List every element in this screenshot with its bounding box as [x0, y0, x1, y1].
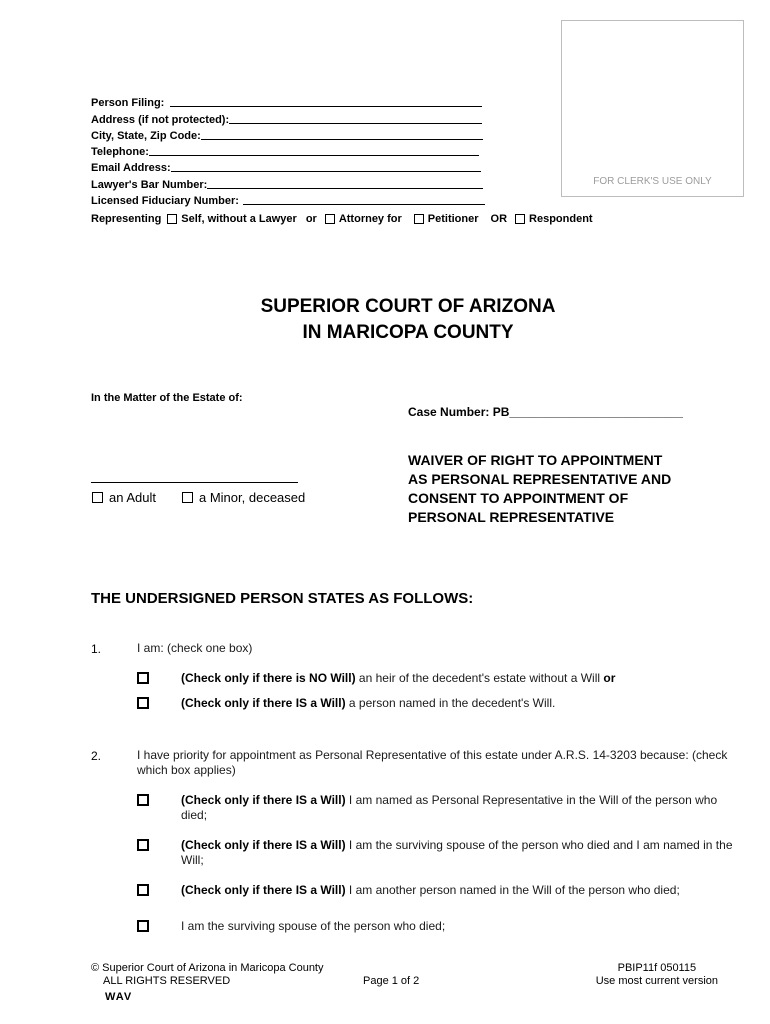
- representing-row: [91, 213, 593, 225]
- bar-number-field[interactable]: [91, 174, 491, 190]
- title-line: WAIVER OF RIGHT TO APPOINTMENT: [408, 452, 663, 468]
- field-label: Address (if not protected):: [91, 113, 230, 126]
- footer-copyright: © Superior Court of Arizona in Maricopa County: [91, 962, 324, 974]
- option-text: I am named as Personal Representative in the Will of the person who died;: [181, 793, 718, 822]
- city-state-zip-field[interactable]: [91, 126, 491, 142]
- no-will-heir-checkbox[interactable]: [137, 672, 149, 684]
- estate-matter-label: In the Matter of the Estate of:: [91, 392, 243, 404]
- field-label: Lawyer's Bar Number:: [91, 178, 208, 191]
- option-conjunction: or: [603, 671, 616, 685]
- version-note: Use most current version: [595, 975, 718, 987]
- address-field[interactable]: [91, 109, 491, 125]
- court-header: [0, 294, 770, 346]
- field-label: Licensed Fiduciary Number:: [91, 195, 239, 208]
- title-line: AS PERSONAL REPRESENTATIVE AND: [408, 471, 672, 487]
- footer-left: [91, 962, 324, 1004]
- case-number-field[interactable]: Case Number: PB__________________________: [408, 405, 683, 419]
- surviving-spouse-checkbox[interactable]: [137, 920, 149, 932]
- item1-option-no-will: [181, 671, 741, 686]
- clerk-use-box: [561, 20, 744, 197]
- or-label: or: [305, 213, 317, 225]
- will-named-checkbox[interactable]: [137, 697, 149, 709]
- item-number: 2.: [91, 749, 102, 763]
- self-checkbox[interactable]: [167, 214, 177, 224]
- spouse-named-checkbox[interactable]: [137, 839, 149, 851]
- filer-info-block: [91, 93, 491, 207]
- adult-checkbox[interactable]: [92, 492, 103, 503]
- option-text: I am another person named in the Will of the person who died;: [345, 883, 680, 897]
- minor-label: a Minor, deceased: [199, 490, 306, 505]
- or-label: OR: [490, 213, 508, 225]
- item2-option-surviving-spouse: I am the surviving spouse of the person who died;: [181, 919, 446, 933]
- footer-rights: ALL RIGHTS RESERVED: [103, 975, 231, 987]
- title-line: CONSENT TO APPOINTMENT OF: [408, 490, 629, 506]
- option-text: an heir of the decedent's estate without a Will: [355, 671, 604, 685]
- footer-form-code: WAV: [105, 991, 133, 1003]
- court-county: IN MARICOPA COUNTY: [302, 322, 514, 343]
- person-filing-field[interactable]: [91, 93, 491, 109]
- field-label: Person Filing:: [91, 97, 165, 110]
- attorney-label: Attorney for: [338, 213, 402, 225]
- option-qualifier: (Check only if there IS a Will): [181, 696, 346, 710]
- document-title: [408, 451, 728, 527]
- respondent-checkbox[interactable]: [515, 214, 525, 224]
- age-status-row: [91, 490, 305, 505]
- petitioner-checkbox[interactable]: [414, 214, 424, 224]
- email-field[interactable]: [91, 158, 491, 174]
- option-text: I am the surviving spouse of the person who died and I am named in the Will;: [181, 838, 733, 867]
- page-number: Page 1 of 2: [363, 975, 420, 987]
- telephone-field[interactable]: [91, 142, 491, 158]
- option-qualifier: (Check only if there is NO Will): [181, 671, 356, 685]
- option-qualifier: (Check only if there IS a Will): [181, 883, 346, 897]
- self-label: Self, without a Lawyer: [181, 213, 297, 225]
- footer-right: [596, 962, 718, 988]
- option-qualifier: (Check only if there IS a Will): [181, 838, 346, 852]
- decedent-name-line[interactable]: [91, 482, 298, 483]
- item2-option-other-named: [181, 883, 736, 898]
- adult-label: an Adult: [109, 490, 156, 505]
- item-number: 1.: [91, 642, 102, 656]
- named-pr-checkbox[interactable]: [137, 794, 149, 806]
- item2-option-named-pr: [181, 793, 736, 823]
- attorney-checkbox[interactable]: [325, 214, 335, 224]
- court-name: SUPERIOR COURT OF ARIZONA: [260, 296, 556, 317]
- item1-option-will: [181, 696, 741, 711]
- respondent-label: Respondent: [529, 213, 593, 225]
- item2-option-spouse-named: [181, 838, 736, 868]
- statements-heading: THE UNDERSIGNED PERSON STATES AS FOLLOWS:: [91, 590, 474, 607]
- title-line: PERSONAL REPRESENTATIVE: [408, 509, 615, 525]
- option-text: a person named in the decedent's Will.: [345, 696, 556, 710]
- fiduciary-number-field[interactable]: [91, 191, 491, 207]
- item2-intro: I have priority for appointment as Personal Representative of this estate under A.R.S. 14-3203 because: (check which box applies): [137, 748, 728, 777]
- form-id: PBIP11f 050115: [617, 962, 697, 974]
- clerk-use-label: FOR CLERK'S USE ONLY: [593, 176, 712, 187]
- other-named-checkbox[interactable]: [137, 884, 149, 896]
- field-label: City, State, Zip Code:: [91, 129, 201, 142]
- field-label: Email Address:: [91, 162, 171, 175]
- item1-intro: I am: (check one box): [137, 641, 253, 655]
- field-label: Telephone:: [91, 146, 149, 159]
- option-qualifier: (Check only if there IS a Will): [181, 793, 346, 807]
- petitioner-label: Petitioner: [427, 213, 479, 225]
- representing-label: Representing: [91, 213, 162, 225]
- minor-checkbox[interactable]: [182, 492, 193, 503]
